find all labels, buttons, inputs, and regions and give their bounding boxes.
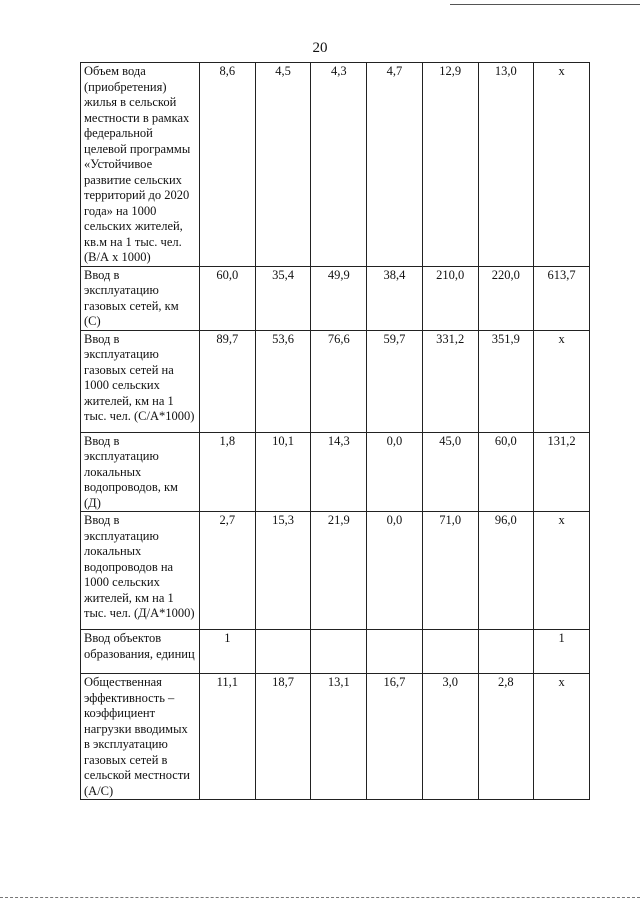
table-cell: 11,1 (200, 674, 256, 800)
table-row (81, 630, 590, 674)
row-label: Ввод в эксплуатацию локальных водопроводов на 1000 сельских жителей, км на 1 тыс. чел. (Д/А*1000) (81, 512, 200, 630)
table-cell: 60,0 (200, 266, 256, 330)
bottom-scan-rule (0, 897, 640, 898)
table-cell: 131,2 (534, 432, 590, 512)
table-cell: 35,4 (255, 266, 311, 330)
table-cell: 1 (200, 630, 256, 674)
table-row (81, 674, 590, 800)
table-cell: 210,0 (422, 266, 478, 330)
table-cell: 89,7 (200, 330, 256, 432)
table-cell: 2,7 (200, 512, 256, 630)
table-cell: x (534, 330, 590, 432)
table-cell: 8,6 (200, 63, 256, 267)
table-cell (255, 630, 311, 674)
table-row (81, 63, 590, 267)
table-cell: 220,0 (478, 266, 534, 330)
table-row (81, 266, 590, 330)
row-label: Ввод объектов образования, единиц (81, 630, 200, 674)
table-cell: 12,9 (422, 63, 478, 267)
row-label: Ввод в эксплуатацию локальных водопроводов, км (Д) (81, 432, 200, 512)
row-label: Объем вода (приобретения) жилья в сельской местности в рамках федеральной целевой программы «Устойчивое развитие сельских территорий до 2020 года» на 1000 сельских жителей, кв.м на 1 тыс. чел. (В/А х 1000) (81, 63, 200, 267)
table-cell: 15,3 (255, 512, 311, 630)
table-cell (367, 630, 423, 674)
page-number: 20 (312, 40, 328, 56)
table-cell: 4,3 (311, 63, 367, 267)
table-cell: 38,4 (367, 266, 423, 330)
table-cell: 71,0 (422, 512, 478, 630)
table-cell: 53,6 (255, 330, 311, 432)
table-cell: 4,5 (255, 63, 311, 267)
table-cell: x (534, 63, 590, 267)
indicators-table (80, 62, 590, 800)
table-cell: 351,9 (478, 330, 534, 432)
table-cell: 16,7 (367, 674, 423, 800)
table-cell: 613,7 (534, 266, 590, 330)
table-cell: 45,0 (422, 432, 478, 512)
table-cell: 49,9 (311, 266, 367, 330)
table-cell (422, 630, 478, 674)
table-row (81, 432, 590, 512)
table-cell: 13,1 (311, 674, 367, 800)
table-row (81, 330, 590, 432)
table-cell: 60,0 (478, 432, 534, 512)
table-cell: 331,2 (422, 330, 478, 432)
table-row (81, 512, 590, 630)
table-cell: x (534, 512, 590, 630)
table-cell: x (534, 674, 590, 800)
table-cell: 2,8 (478, 674, 534, 800)
table-cell: 1 (534, 630, 590, 674)
table-cell: 0,0 (367, 512, 423, 630)
table-cell: 1,8 (200, 432, 256, 512)
table-cell: 96,0 (478, 512, 534, 630)
row-label: Ввод в эксплуатацию газовых сетей на 1000 сельских жителей, км на 1 тыс. чел. (С/А*1000) (81, 330, 200, 432)
table-cell: 3,0 (422, 674, 478, 800)
table-cell: 10,1 (255, 432, 311, 512)
table-cell (478, 630, 534, 674)
row-label: Общественная эффективность – коэффициент нагрузки вводимых в эксплуатацию газовых сетей в сельской местности (А/С) (81, 674, 200, 800)
table-cell (311, 630, 367, 674)
table-cell: 13,0 (478, 63, 534, 267)
table-cell: 18,7 (255, 674, 311, 800)
table-cell: 4,7 (367, 63, 423, 267)
row-label: Ввод в эксплуатацию газовых сетей, км (С) (81, 266, 200, 330)
top-scan-rule (450, 4, 640, 5)
table-cell: 21,9 (311, 512, 367, 630)
table-cell: 0,0 (367, 432, 423, 512)
table-cell: 59,7 (367, 330, 423, 432)
table-cell: 76,6 (311, 330, 367, 432)
table-cell: 14,3 (311, 432, 367, 512)
